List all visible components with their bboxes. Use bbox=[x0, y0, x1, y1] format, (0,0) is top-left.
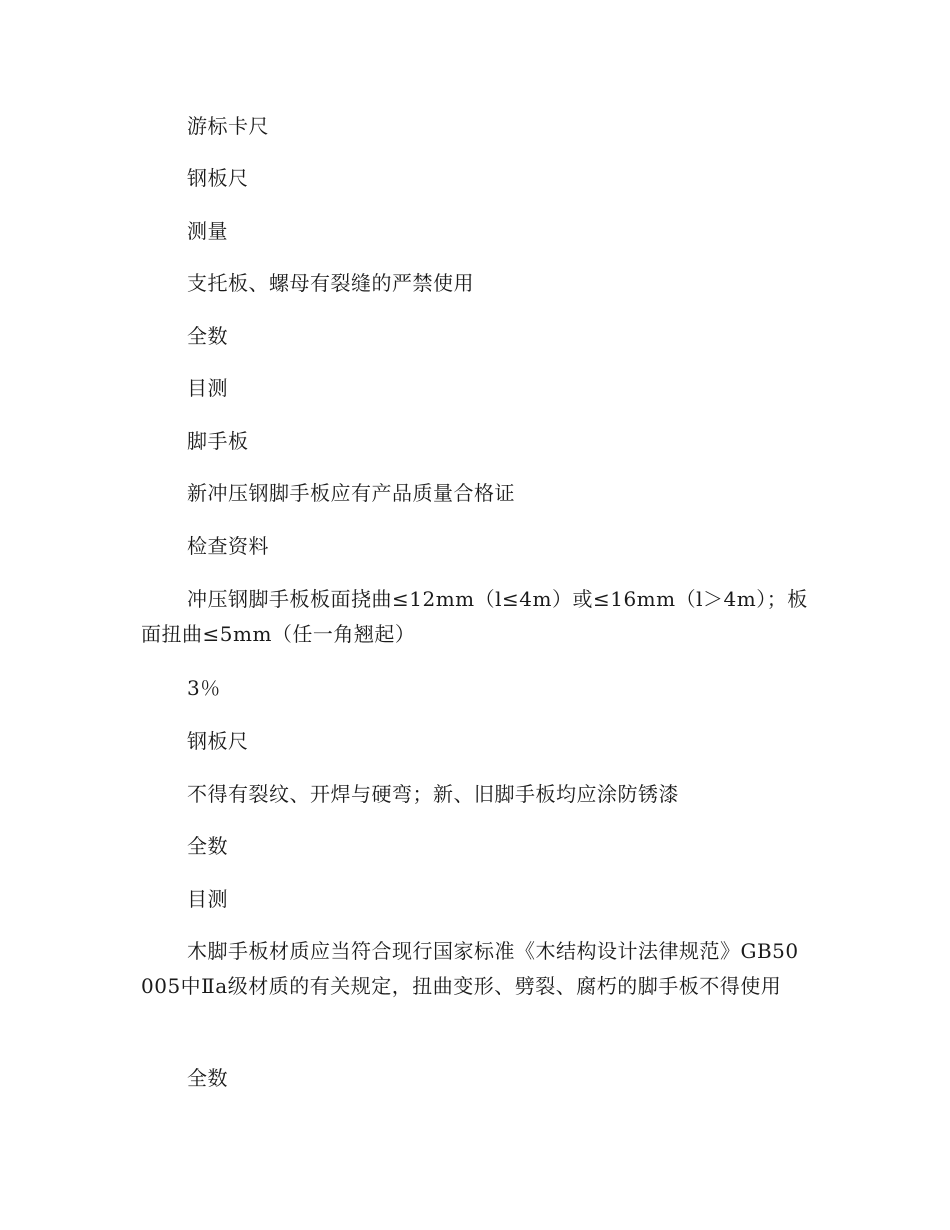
paragraph-all-count-2: 全数 bbox=[187, 834, 228, 858]
paragraph-check-documents: 检查资料 bbox=[187, 534, 269, 558]
paragraph-scaffold-board: 脚手板 bbox=[187, 429, 249, 453]
paragraph-steel-ruler: 钢板尺 bbox=[187, 166, 249, 190]
paragraph-support-plate-rule: 支托板、螺母有裂缝的严禁使用 bbox=[187, 271, 474, 295]
paragraph-visual-check-2: 目测 bbox=[187, 887, 228, 911]
paragraph-crack-weld-rule: 不得有裂纹、开焊与硬弯；新、旧脚手板均应涂防锈漆 bbox=[187, 782, 679, 806]
paragraph-deflection-rule: 冲压钢脚手板板面挠曲≤12mm（l≤4m）或≤16mm（l＞4m）；板面扭曲≤5mm（任一角翘起） bbox=[141, 587, 808, 646]
paragraph-wood-board-rule: 木脚手板材质应当符合现行国家标准《木结构设计法律规范》GB50005中Ⅱa级材质的有关规定，扭曲变形、劈裂、腐朽的脚手板不得使用 bbox=[141, 939, 799, 998]
paragraph-percentage: 3％ bbox=[187, 676, 221, 700]
paragraph-steel-ruler-2: 钢板尺 bbox=[187, 729, 249, 753]
paragraph-measure: 测量 bbox=[187, 219, 228, 243]
paragraph-all-count: 全数 bbox=[187, 324, 228, 348]
paragraph-visual-check: 目测 bbox=[187, 376, 228, 400]
paragraph-quality-certificate: 新冲压钢脚手板应有产品质量合格证 bbox=[187, 481, 515, 505]
paragraph-all-count-3: 全数 bbox=[187, 1066, 228, 1090]
paragraph-vernier-caliper: 游标卡尺 bbox=[187, 114, 269, 138]
